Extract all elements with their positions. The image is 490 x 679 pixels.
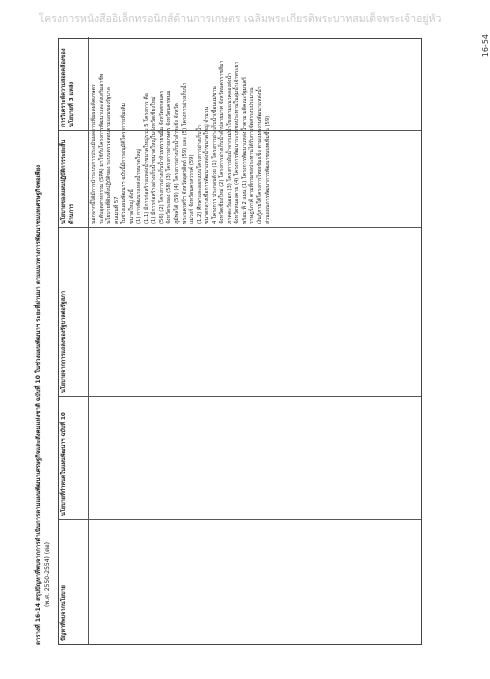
action-plan-line: ส่วนแผนการพัฒนาการพัฒนาชนบทเพิ่มขึ้น (59) [264,115,271,224]
action-plan-line: จังหวัดหนองคาย (4) โครงการพัฒนาระบบชลประทานในลุ่มน้ำเจ้าพระยา [234,61,241,224]
action-plan-line: (1.2) ศึกษาและออกแบบโครงการอ่างเก็บน้ำ [196,125,203,224]
action-plan-line: นโยบายที่ดินทั้งปฏิบัติของ ระบบตรวจสอบตามแผนของรัฐบาล [106,87,113,224]
action-plan-line: (1) การพัฒนาแหล่งน้ำขนาดใหญ่ [136,148,143,224]
action-plan-line: คนเมนที่ 57 [113,196,120,224]
page-number: 16-54 [481,34,490,58]
action-plan-line: เงินกู้ภายใต้โครงการไทยเข้มแข็ง ตามแผนงานพัฒนาแหล่งน้ำ [257,86,264,224]
action-plan-line: (56) (2) โครงการอ่างเก็บน้ำห้วยทรายขมิ้น จังหวัดสกลนคร [158,90,165,224]
action-plan-line: ภูมิพลได้ (59) (4) โครงการอ่างเก็บน้ำลำพะยัง จังหวัด [174,103,181,224]
action-plan-line: ในช่วงแผนพัฒนาฯ ฉบับนี้มีการอนุมัติโครงการเพิ่มเติม [121,102,128,224]
action-plan-line: ระดับอุตสาหกรรม (SPA) มาใช้กับโครงการพัฒนาและส่งเสริมอาชีพ [98,73,105,224]
action-plan-line: ภาคตะวันออก (3) โครงการผันน้ำจากแม่น้ำโขงตามแนวคลองส่งน้ำ [226,72,233,224]
action-plan-line: ขนาดกลางเพื่อการพัฒนาแหล่งน้ำขนาดใหญ่ จำนวน [204,106,211,224]
action-plan-line: จังหวัดระยอง (58) (3) โครงการฝายเกษตร จังหวัดนครพนม [166,90,173,224]
action-plan-text [89,60,272,227]
action-plan-line: 4 โครงการ ประกอบด้วย (1) โครงการอ่างเก็บน้ำเขื่อนแม่ขาน [211,86,218,224]
table-column-plan-policy [59,397,421,520]
rotated-document-page [35,34,490,645]
action-plan-line: แม่วงก์ จังหวัดนครสวรรค์ (59) [189,154,196,224]
policy-table [58,38,422,645]
header-consistency: การวิเคราะห์ความสอดคล้องของ นโยบายที่ 3 แหล่ง [59,37,89,130]
action-plan-line: พระนครศรีฯ จังหวัดอุตรดิตถ์ (59) และ (5) โครงการอ่างเก็บน้ำ [181,82,188,224]
caption-period: (พ.ศ. 2550-2554) (ต่อ) [43,542,51,607]
action-plan-line: พร้อม ที่ 2 แผน (1) โครงการพัฒนาแหล่งน้ำตาม มติคณะรัฐมนตรี [241,77,248,224]
action-plan-line: นอกจากนี้ได้มีการนำระบบการประเมินผลการเพิ่มผลผลิตเกษตร [91,84,97,224]
header-action-plan: นโยบายของแผนปฏิบัติการระยะสั้นด้านการ [59,131,89,227]
header-plan-policy: นโยบายที่กำหนดในแผนพัฒนาฯ ฉบับที่ 10 [59,397,89,519]
table-column-problems [59,520,421,644]
table-caption [35,45,52,645]
header-problems: ปัญหาที่พบจากนโยบาย [59,520,89,644]
table-column-consistency [59,37,421,131]
caption-title: ตารางที่ 16-14 สรุปปัญหาที่พบจากการดำเนินการตามแผนพัฒนาเศรษฐกิจและสังคมแห่งชาติ ฉบับที่ 10 ในช่วงแผนพัฒนาฯ ระยะที่ผ่านมา ตามแนวทางการพัฒนาชนบทเศรษฐกิจพอเพียง [35,164,42,645]
table-column-government-policy [59,228,421,397]
action-plan-line: ขนาดใหญ่ ดังนี้ [128,189,135,224]
watermark-text: โครงการหนังสืออิเล็กทรอนิกส์ด้านการเกษตร เฉลิมพระเกียรติพระบาทสมเด็จพระเจ้าอยู่หัว [38,13,442,25]
action-plan-line: (1.1) มีการก่อสร้างแหล่งน้ำขนาดใหญ่รวม 5 โครงการ คือ [143,93,150,224]
action-plan-line: (1) มีการก่อสร้างอ่างเก็บน้ำขนาดใหญ่ในจังหวัดเชียงใหม่ [151,96,158,224]
action-plan-line: จังหวัดเชียงใหม่ (2) โครงการอ่างเก็บน้ำลำปลายมาศ จังหวัดนครราชสีมา [219,60,226,224]
header-government-policy: นโยบายจากการแถลงของรัฐบาลต่อรัฐสภา [59,228,89,396]
action-plan-line: ราษฎร์ภาคี ตามที่กรมชลประทานได้รับการจัดสรรงบประมาณ [249,87,256,224]
